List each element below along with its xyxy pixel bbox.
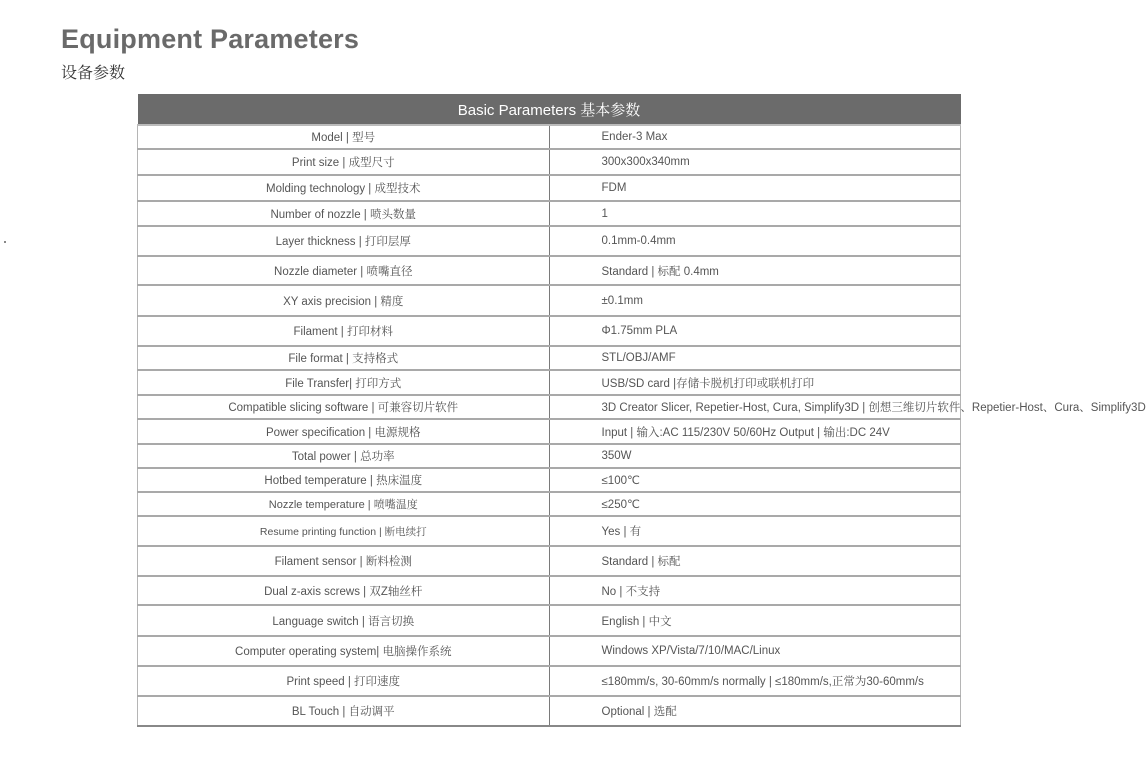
parameter-value: Windows XP/Vista/7/10/MAC/Linux — [549, 636, 961, 666]
parameter-label: Hotbed temperature | 热床温度 — [138, 468, 550, 492]
parameter-value: ≤100℃ — [549, 468, 961, 492]
table-row — [138, 175, 961, 201]
table-row — [138, 285, 961, 316]
table-row — [138, 256, 961, 285]
table-row — [138, 666, 961, 696]
parameter-label: Computer operating system| 电脑操作系统 — [138, 636, 550, 666]
parameter-value: Input | 输入:AC 115/230V 50/60Hz Output | 输出:DC 24V — [549, 419, 961, 444]
basic-parameters-table — [137, 94, 1146, 727]
parameter-value: English | 中文 — [549, 605, 961, 636]
parameter-label: Resume printing function | 断电续打 — [138, 516, 550, 546]
parameter-value: STL/OBJ/AMF — [549, 346, 961, 370]
parameter-value: Ender-3 Max — [549, 125, 961, 149]
parameter-value: ≤250℃ — [549, 492, 961, 516]
parameter-value: 350W — [549, 444, 961, 468]
parameter-value: USB/SD card |存储卡脱机打印或联机打印 — [549, 370, 961, 395]
table-row — [138, 696, 961, 726]
table-row — [138, 149, 961, 175]
table-header: Basic Parameters 基本参数 — [138, 94, 961, 125]
table-row — [138, 201, 961, 226]
parameter-value: ≤180mm/s, 30-60mm/s normally | ≤180mm/s,正常为30-60mm/s — [549, 666, 961, 696]
parameter-label: Compatible slicing software | 可兼容切片软件 — [138, 395, 550, 419]
parameter-label: Print size | 成型尺寸 — [138, 149, 550, 175]
table-row — [138, 419, 961, 444]
table-row — [138, 516, 961, 546]
parameter-label: Language switch | 语言切换 — [138, 605, 550, 636]
parameter-label: Nozzle diameter | 喷嘴直径 — [138, 256, 550, 285]
parameter-label: Molding technology | 成型技术 — [138, 175, 550, 201]
parameter-value: 3D Creator Slicer, Repetier-Host, Cura, Simplify3D | 创想三维切片软件、Repetier-Host、Cura、Simplify3D — [549, 395, 961, 419]
table-row — [138, 125, 961, 149]
page-title: Equipment Parameters — [61, 24, 360, 54]
table-row — [138, 636, 961, 666]
parameter-label: Filament sensor | 断料检测 — [138, 546, 550, 576]
table-row — [138, 316, 961, 346]
parameter-value: FDM — [549, 175, 961, 201]
parameter-value: Standard | 标配 — [549, 546, 961, 576]
parameter-value: Φ1.75mm PLA — [549, 316, 961, 346]
parameter-label: Print speed | 打印速度 — [138, 666, 550, 696]
parameter-label: Dual z-axis screws | 双Z轴丝杆 — [138, 576, 550, 605]
table-row — [138, 444, 961, 468]
table-row — [138, 370, 961, 395]
parameter-value: 300x300x340mm — [549, 149, 961, 175]
parameter-label: Number of nozzle | 喷头数量 — [138, 201, 550, 226]
parameter-value: ±0.1mm — [549, 285, 961, 316]
parameter-label: Model | 型号 — [138, 125, 550, 149]
parameter-label: BL Touch | 自动调平 — [138, 696, 550, 726]
stray-dot — [4, 241, 6, 243]
parameter-value: 0.1mm-0.4mm — [549, 226, 961, 256]
parameter-label: Power specification | 电源规格 — [138, 419, 550, 444]
table-row — [138, 226, 961, 256]
parameter-label: XY axis precision | 精度 — [138, 285, 550, 316]
table-row — [138, 395, 961, 419]
parameter-label: Nozzle temperature | 喷嘴温度 — [138, 492, 550, 516]
parameter-value: No | 不支持 — [549, 576, 961, 605]
parameter-value: Yes | 有 — [549, 516, 961, 546]
parameter-label: Filament | 打印材料 — [138, 316, 550, 346]
parameter-value: Optional | 选配 — [549, 696, 961, 726]
table-row — [138, 492, 961, 516]
table-header-row — [138, 94, 961, 125]
parameter-label: Total power | 总功率 — [138, 444, 550, 468]
parameter-label: File Transfer| 打印方式 — [138, 370, 550, 395]
table-row — [138, 546, 961, 576]
parameter-value: 1 — [549, 201, 961, 226]
table-row — [138, 346, 961, 370]
table-row — [138, 576, 961, 605]
table-row — [138, 605, 961, 636]
page-subtitle: 设备参数 — [61, 65, 126, 82]
parameter-value: Standard | 标配 0.4mm — [549, 256, 961, 285]
parameter-label: Layer thickness | 打印层厚 — [138, 226, 550, 256]
parameter-label: File format | 支持格式 — [138, 346, 550, 370]
table-row — [138, 468, 961, 492]
